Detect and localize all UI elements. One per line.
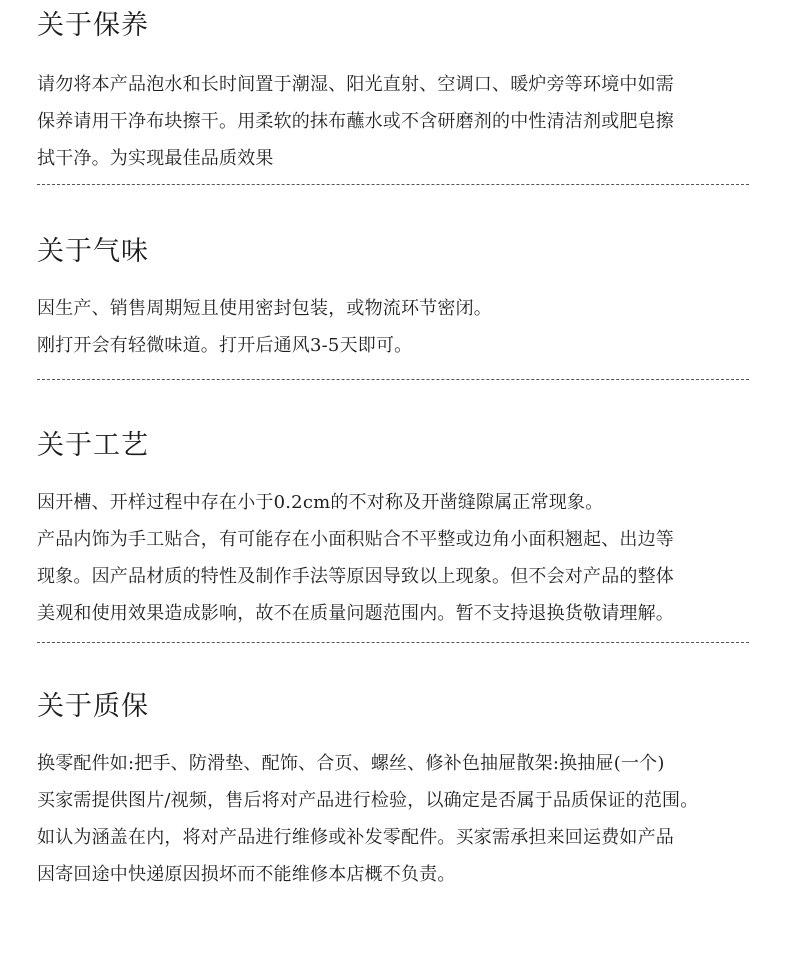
craft-line-3: 现象。因产品材质的特性及制作手法等原因导致以上现象。但不会对产品的整体	[37, 566, 674, 587]
care-line-2: 保养请用干净布块擦干。用柔软的抹布蘸水或不含研磨剂的中性清洁剂或肥皂擦	[37, 111, 674, 132]
warranty-line-2: 买家需提供图片/视频，售后将对产品进行检验，以确定是否属于品质保证的范围。	[37, 790, 699, 811]
section-divider	[37, 642, 749, 643]
warranty-line-3: 如认为涵盖在内，将对产品进行维修或补发零配件。买家需承担来回运费如产品	[37, 827, 674, 848]
craft-line-1: 因开槽、开样过程中存在小于0.2cm的不对称及开凿缝隙属正常现象。	[37, 492, 604, 513]
craft-line-2: 产品内饰为手工贴合，有可能存在小面积贴合不平整或边角小面积翘起、出边等	[37, 529, 674, 550]
care-line-3: 拭干净。为实现最佳品质效果	[37, 148, 274, 169]
care-title: 关于保养	[37, 10, 149, 41]
section-divider	[37, 379, 749, 380]
craft-section	[37, 429, 753, 632]
odor-section	[37, 235, 753, 364]
odor-title: 关于气味	[37, 236, 149, 267]
craft-title: 关于工艺	[37, 430, 149, 461]
warranty-line-1: 换零配件如:把手、防滑垫、配饰、合页、螺丝、修补色抽屉散架:换抽屉(一个)	[37, 753, 665, 774]
odor-line-2: 刚打开会有轻微味道。打开后通风3-5天即可。	[37, 335, 413, 356]
care-line-1: 请勿将本产品泡水和长时间置于潮湿、阳光直射、空调口、暖炉旁等环境中如需	[37, 74, 674, 95]
care-section	[37, 9, 753, 177]
warranty-section	[37, 690, 753, 893]
warranty-title: 关于质保	[37, 691, 149, 722]
warranty-line-4: 因寄回途中快递原因损坏而不能维修本店概不负责。	[37, 864, 456, 885]
odor-line-1: 因生产、销售周期短且使用密封包装，或物流环节密闭。	[37, 298, 492, 319]
craft-line-4: 美观和使用效果造成影响，故不在质量问题范围内。暂不支持退换货敬请理解。	[37, 603, 674, 624]
section-divider	[37, 184, 749, 185]
